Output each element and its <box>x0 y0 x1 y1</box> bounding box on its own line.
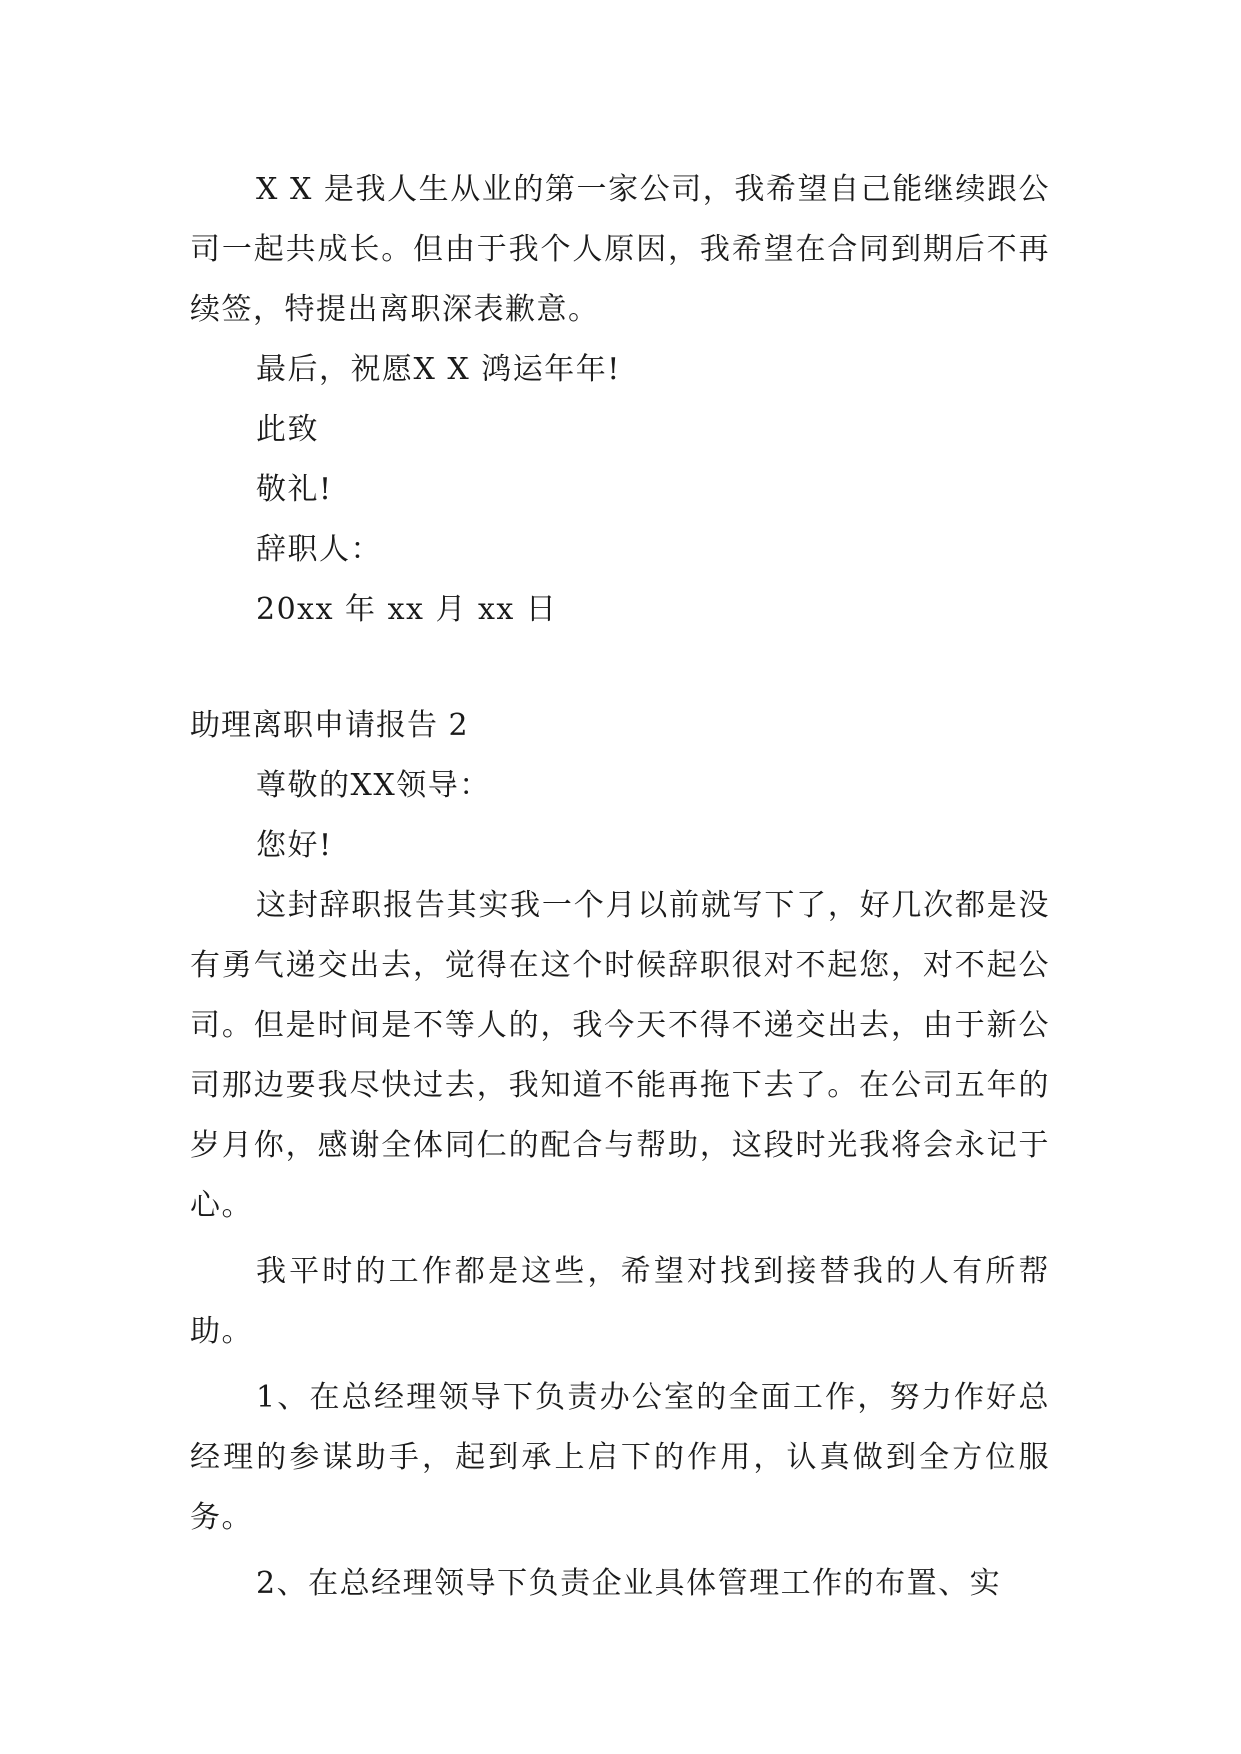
numbered-item-2: 2、在总经理领导下负责企业具体管理工作的布置、实 <box>256 1566 1002 1601</box>
signer-label: 辞职人： <box>256 532 382 567</box>
numbered-item-1: 1、在总经理领导下负责办公室的全面工作，努力作好总经理的参谋助手，起到承上启下的作用，认真做到全方位服务。 <box>190 1380 1050 1535</box>
closing-wish: 最后，祝愿X X 鸿运年年! <box>256 352 621 387</box>
date-line: 20xx 年 xx 月 xx 日 <box>256 592 558 627</box>
closing-salutation-2: 敬礼! <box>256 472 333 507</box>
section-heading: 助理离职申请报告 2 <box>190 708 469 743</box>
letter-greeting: 尊敬的XX领导： <box>256 768 491 803</box>
closing-salutation-1: 此致 <box>256 412 319 447</box>
section-spacer <box>190 640 1050 696</box>
letter-paragraph-2: 我平时的工作都是这些，希望对找到接替我的人有所帮助。 <box>190 1254 1050 1349</box>
document-page <box>190 160 1050 1614</box>
continuation-paragraph: X X 是我人生从业的第一家公司，我希望自己能继续跟公司一起共成长。但由于我个人原因，我希望在合同到期后不再续签，特提出离职深表歉意。 <box>190 172 1050 327</box>
letter-paragraph-1: 这封辞职报告其实我一个月以前就写下了，好几次都是没有勇气递交出去，觉得在这个时候辞职很对不起您，对不起公司。但是时间是不等人的，我今天不得不递交出去，由于新公司那边要我尽快过去，我知道不能再拖下去了。在公司五年的岁月你，感谢全体同仁的配合与帮助，这段时光我将会永记于心。 <box>190 888 1050 1223</box>
letter-hello: 您好! <box>256 828 333 863</box>
